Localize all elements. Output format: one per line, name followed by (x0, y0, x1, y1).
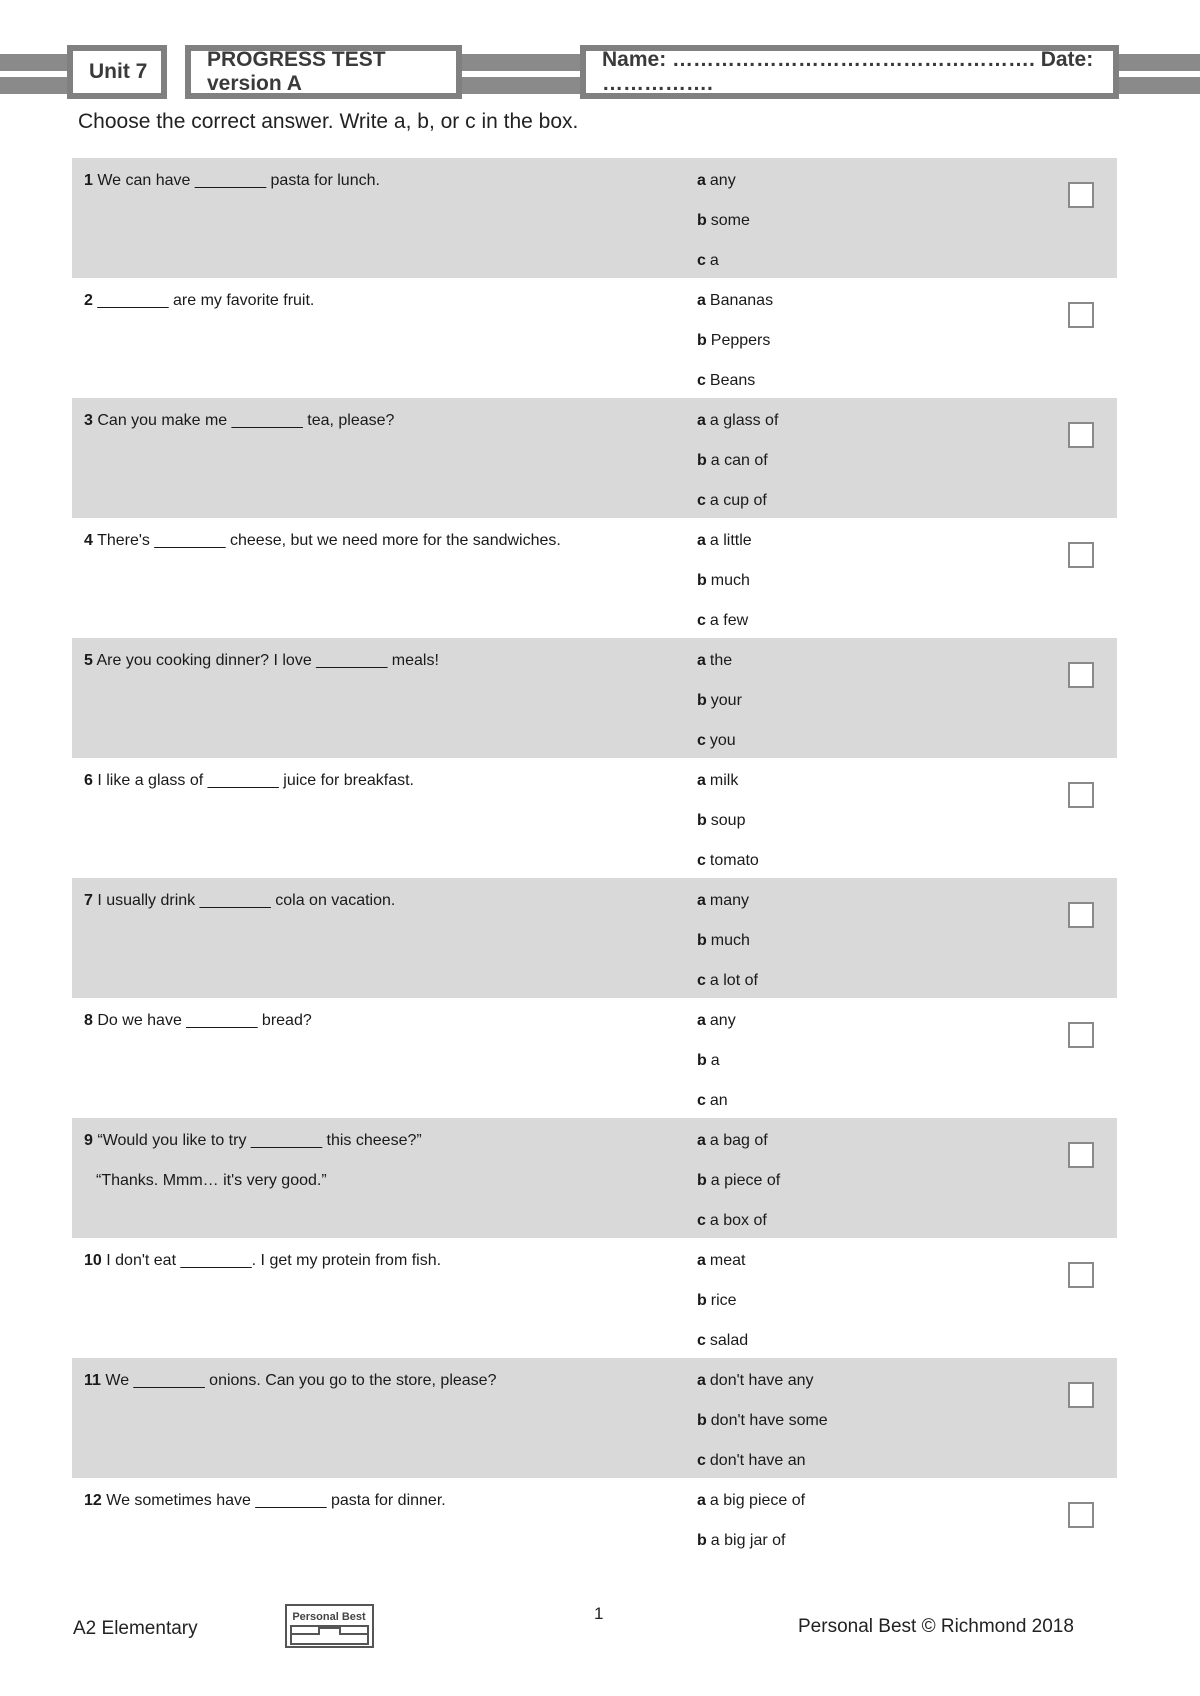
answer-option-c (697, 1441, 828, 1481)
option-letter: c (697, 1452, 706, 1469)
option-text: any (709, 1012, 736, 1029)
copyright-text: Personal Best © Richmond 2018 (798, 1616, 1074, 1637)
answer-option-a (697, 1241, 748, 1281)
question-row (72, 398, 1117, 518)
option-text: Bananas (709, 292, 774, 309)
option-text: much (710, 572, 750, 589)
question-line (84, 1481, 684, 1521)
option-letter: a (697, 292, 706, 309)
option-text: a bag of (709, 1132, 768, 1149)
option-text: a big jar of (710, 1532, 786, 1549)
question-number: 4 (84, 532, 93, 549)
question-line-text: I don't eat ________. I get my protein from fish. (106, 1252, 442, 1269)
option-letter: b (697, 332, 707, 349)
question-line-text: Are you cooking dinner? I love ________ meals! (96, 652, 439, 669)
question-row (72, 758, 1117, 878)
test-title: PROGRESS TEST version A (185, 45, 462, 99)
option-text: tomato (709, 852, 759, 869)
answer-option-c (697, 1321, 748, 1361)
option-text: an (709, 1092, 728, 1109)
question-number: 2 (84, 292, 93, 309)
option-text: a cup of (709, 492, 767, 509)
answer-options (697, 641, 742, 761)
question-text (84, 1121, 684, 1201)
answer-options (697, 1361, 828, 1481)
question-line-text: We ________ onions. Can you go to the store, please? (105, 1372, 497, 1389)
answer-option-a (697, 1481, 805, 1521)
question-text (84, 401, 684, 441)
answer-box[interactable] (1068, 1142, 1094, 1168)
answer-box[interactable] (1068, 1502, 1094, 1528)
answer-option-c (697, 481, 778, 521)
answer-option-c (697, 361, 773, 401)
question-line-text: “Thanks. Mmm… it's very good.” (96, 1172, 327, 1189)
answer-option-c (697, 961, 758, 1001)
answer-options (697, 161, 750, 281)
answer-box[interactable] (1068, 662, 1094, 688)
answer-option-b (697, 1041, 736, 1081)
answer-options (697, 1241, 748, 1361)
option-letter: a (697, 412, 706, 429)
question-number: 5 (84, 652, 93, 669)
option-text: a glass of (709, 412, 779, 429)
question-line-text: We sometimes have ________ pasta for dinner. (106, 1492, 446, 1509)
option-text: many (709, 892, 750, 909)
option-letter: c (697, 1092, 706, 1109)
answer-box[interactable] (1068, 1022, 1094, 1048)
question-text (84, 1001, 684, 1041)
question-row (72, 518, 1117, 638)
question-line-text: We can have ________ pasta for lunch. (97, 172, 380, 189)
answer-option-b (697, 321, 773, 361)
question-number: 6 (84, 772, 93, 789)
answer-option-c (697, 241, 750, 281)
answer-options (697, 1481, 805, 1561)
answer-option-b (697, 1521, 805, 1561)
answer-options (697, 521, 752, 641)
answer-box[interactable] (1068, 782, 1094, 808)
answer-box[interactable] (1068, 1382, 1094, 1408)
option-text: your (710, 692, 742, 709)
question-line (84, 881, 684, 921)
option-letter: a (697, 772, 706, 789)
option-letter: c (697, 372, 706, 389)
option-letter: c (697, 612, 706, 629)
option-letter: c (697, 852, 706, 869)
option-text: a (709, 252, 719, 269)
option-text: don't have any (709, 1372, 814, 1389)
header-band-left (0, 54, 70, 94)
answer-option-b (697, 201, 750, 241)
answer-box[interactable] (1068, 902, 1094, 928)
answer-option-a (697, 641, 742, 681)
option-letter: a (697, 1492, 706, 1509)
question-text (84, 1481, 684, 1521)
option-text: much (710, 932, 750, 949)
option-letter: a (697, 172, 706, 189)
answer-option-a (697, 521, 752, 561)
answer-options (697, 1121, 780, 1241)
question-line (84, 281, 684, 321)
option-letter: b (697, 692, 707, 709)
answer-options (697, 1001, 736, 1121)
option-letter: b (697, 1052, 707, 1069)
option-letter: b (697, 572, 707, 589)
answer-option-a (697, 401, 778, 441)
option-letter: c (697, 1212, 706, 1229)
option-letter: b (697, 932, 707, 949)
answer-option-b (697, 561, 752, 601)
answer-option-a (697, 1361, 828, 1401)
option-letter: c (697, 492, 706, 509)
question-number: 1 (84, 172, 93, 189)
option-letter: c (697, 252, 706, 269)
question-text (84, 281, 684, 321)
option-letter: b (697, 812, 707, 829)
answer-options (697, 881, 758, 1001)
question-text (84, 1241, 684, 1281)
question-row (72, 1118, 1117, 1238)
option-text: milk (709, 772, 739, 789)
question-row (72, 638, 1117, 758)
answer-option-a (697, 161, 750, 201)
question-line (84, 1241, 684, 1281)
question-line-text: “Would you like to try ________ this cheese?” (97, 1132, 422, 1149)
option-text: a big piece of (709, 1492, 806, 1509)
question-number: 11 (84, 1372, 101, 1389)
answer-options (697, 761, 759, 881)
answer-option-a (697, 281, 773, 321)
question-line (84, 1001, 684, 1041)
answer-box[interactable] (1068, 302, 1094, 328)
answer-option-b (697, 681, 742, 721)
page-number: 1 (594, 1604, 604, 1623)
question-line-text: There's ________ cheese, but we need more for the sandwiches. (97, 532, 561, 549)
option-text: soup (710, 812, 746, 829)
option-letter: a (697, 892, 706, 909)
option-letter: b (697, 212, 707, 229)
answer-option-b (697, 441, 778, 481)
question-line (84, 1161, 684, 1201)
answer-box[interactable] (1068, 182, 1094, 208)
option-text: rice (710, 1292, 737, 1309)
answer-option-a (697, 881, 758, 921)
question-line (84, 1121, 684, 1161)
question-line (84, 641, 684, 681)
question-line-text: I usually drink ________ cola on vacation. (97, 892, 396, 909)
instruction-text: Choose the correct answer. Write a, b, or c in the box. (78, 110, 579, 133)
question-row (72, 878, 1117, 998)
answer-option-b (697, 921, 758, 961)
option-text: a little (709, 532, 752, 549)
question-line-text: I like a glass of ________ juice for breakfast. (97, 772, 414, 789)
question-text (84, 521, 684, 561)
question-line-text: ________ are my favorite fruit. (97, 292, 315, 309)
answer-option-a (697, 1001, 736, 1041)
answer-option-a (697, 1121, 780, 1161)
question-line (84, 1361, 684, 1401)
option-letter: b (697, 452, 707, 469)
question-line-text: Can you make me ________ tea, please? (97, 412, 395, 429)
answer-option-c (697, 601, 752, 641)
question-number: 12 (84, 1492, 102, 1509)
answer-option-c (697, 721, 742, 761)
question-number: 3 (84, 412, 93, 429)
unit-label: Unit 7 (67, 45, 167, 99)
option-text: meat (709, 1252, 746, 1269)
question-line (84, 401, 684, 441)
question-row (72, 1238, 1117, 1358)
option-text: Peppers (710, 332, 771, 349)
question-line (84, 761, 684, 801)
question-line (84, 521, 684, 561)
question-text (84, 1361, 684, 1401)
option-text: salad (709, 1332, 749, 1349)
option-letter: a (697, 1252, 706, 1269)
option-text: a piece of (710, 1172, 781, 1189)
option-letter: c (697, 972, 706, 989)
option-text: the (709, 652, 733, 669)
level-label: A2 Elementary (73, 1618, 198, 1639)
question-row (72, 1358, 1117, 1478)
option-letter: b (697, 1172, 707, 1189)
option-text: a few (709, 612, 749, 629)
option-text: you (709, 732, 736, 749)
answer-option-b (697, 1161, 780, 1201)
option-text: Beans (709, 372, 756, 389)
answer-option-c (697, 1081, 736, 1121)
answer-options (697, 281, 773, 401)
header-band-right (1118, 54, 1200, 94)
option-letter: a (697, 1132, 706, 1149)
option-letter: b (697, 1292, 707, 1309)
logo-text: Personal Best (292, 1611, 366, 1623)
option-letter: b (697, 1412, 707, 1429)
answer-option-c (697, 841, 759, 881)
answer-options (697, 401, 778, 521)
option-letter: a (697, 652, 706, 669)
answer-option-b (697, 1401, 828, 1441)
header-band-middle (460, 54, 580, 94)
option-text: a (710, 1052, 720, 1069)
question-text (84, 641, 684, 681)
option-letter: c (697, 1332, 706, 1349)
option-letter: b (697, 1532, 707, 1549)
option-letter: c (697, 732, 706, 749)
question-text (84, 881, 684, 921)
question-text (84, 161, 684, 201)
option-text: some (710, 212, 750, 229)
option-text: any (709, 172, 736, 189)
answer-option-b (697, 1281, 748, 1321)
question-text (84, 761, 684, 801)
answer-box[interactable] (1068, 422, 1094, 448)
question-line-text: Do we have ________ bread? (97, 1012, 312, 1029)
option-text: a lot of (709, 972, 758, 989)
question-line (84, 161, 684, 201)
option-text: a can of (710, 452, 768, 469)
question-row (72, 278, 1117, 398)
question-number: 8 (84, 1012, 93, 1029)
answer-box[interactable] (1068, 542, 1094, 568)
option-letter: a (697, 532, 706, 549)
answer-option-c (697, 1201, 780, 1241)
question-row (72, 1478, 1117, 1598)
option-text: don't have an (709, 1452, 806, 1469)
option-text: a box of (709, 1212, 767, 1229)
question-row (72, 998, 1117, 1118)
answer-box[interactable] (1068, 1262, 1094, 1288)
question-number: 10 (84, 1252, 102, 1269)
questions-table (72, 158, 1117, 1598)
option-text: don't have some (710, 1412, 828, 1429)
personal-best-logo (285, 1604, 374, 1648)
option-letter: a (697, 1372, 706, 1389)
answer-option-a (697, 761, 759, 801)
answer-option-b (697, 801, 759, 841)
question-number: 9 (84, 1132, 93, 1149)
question-number: 7 (84, 892, 93, 909)
option-letter: a (697, 1012, 706, 1029)
name-date-field[interactable]: Name: ……………………………………………. Date: ……………. (580, 45, 1119, 99)
question-row (72, 158, 1117, 278)
